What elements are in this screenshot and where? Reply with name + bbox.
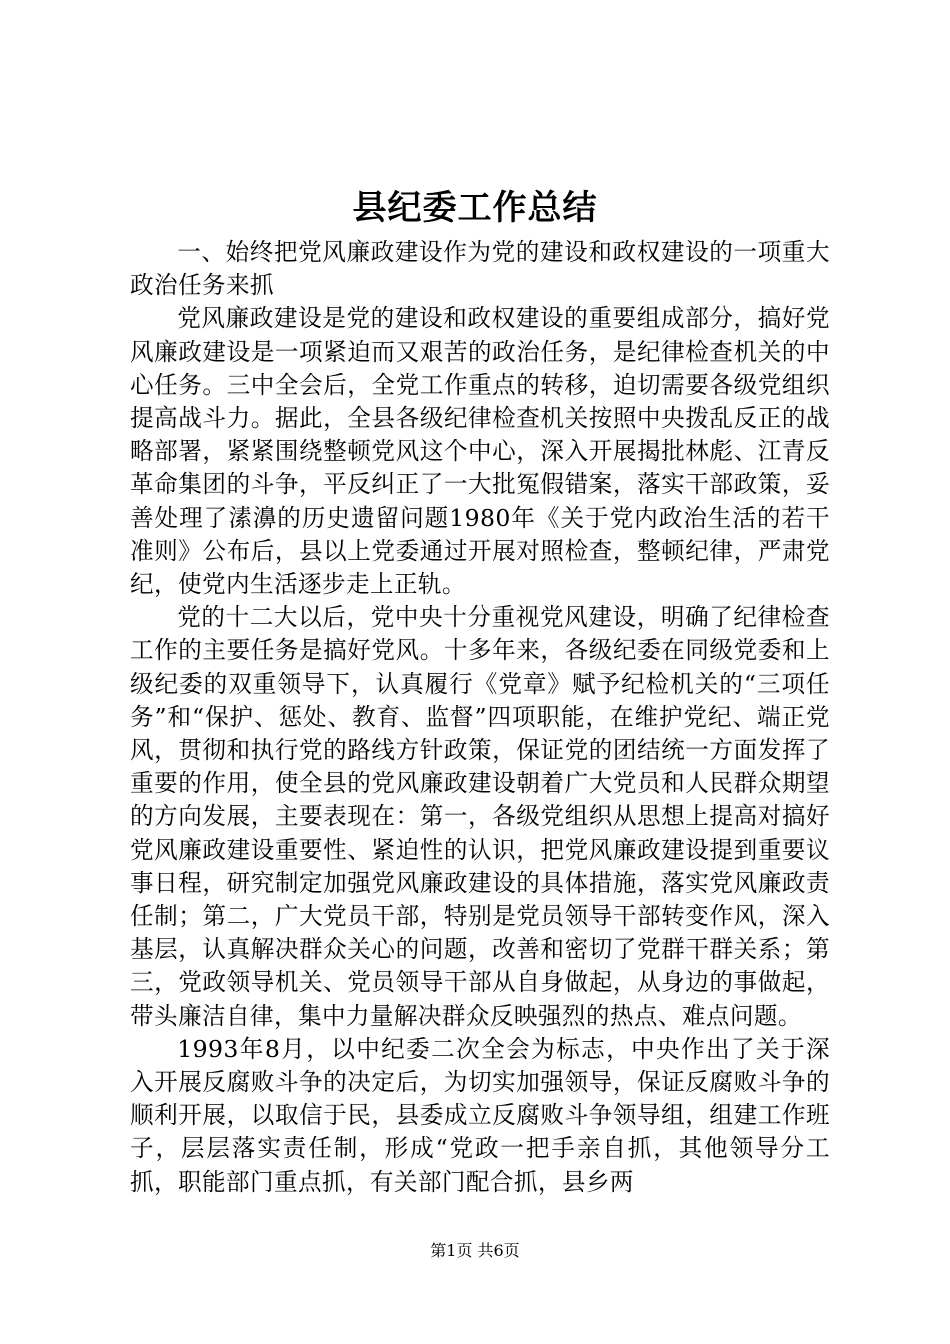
- body-paragraph: 1993年8月，以中纪委二次全会为标志，中央作出了关于深入开展反腐败斗争的决定后，为切实加强领导，保证反腐败斗争的顺利开展，以取信于民，县委成立反腐败斗争领导组，组建工作班子，层层落实责任制，形成“党政一把手亲自抓，其他领导分工抓，职能部门重点抓，有关部门配合抓，县乡两: [130, 1034, 830, 1196]
- page-number: 第1页 共6页: [430, 1241, 520, 1260]
- document-title: 县纪委工作总结: [352, 188, 598, 228]
- body-paragraph: 党的十二大以后，党中央十分重视党风建设，明确了纪律检查工作的主要任务是搞好党风。十多年来，各级纪委在同级党委和上级纪委的双重领导下，认真履行《党章》赋予纪检机关的“三项任务”和“保护、惩处、教育、监督”四项职能，在维护党纪、端正党风，贯彻和执行党的路线方针政策，保证党的团结统一方面发挥了重要的作用，使全县的党风廉政建设朝着广大党员和人民群众期望的方向发展，主要表现在：第一，各级党组织从思想上提高对搞好党风廉政建设重要性、紧迫性的认识，把党风廉政建设提到重要议事日程，研究制定加强党风廉政建设的具体措施，落实党风廉政责任制；第二，广大党员干部，特别是党员领导干部转变作风，深入基层，认真解决群众关心的问题，改善和密切了党群干群关系；第三，党政领导机关、党员领导干部从自身做起，从身边的事做起，带头廉洁自律，集中力量解决群众反映强烈的热点、难点问题。: [130, 603, 830, 1030]
- section-heading: 一、始终把党风廉政建设作为党的建设和政权建设的一项重大政治任务来抓: [130, 238, 830, 300]
- body-paragraph: 党风廉政建设是党的建设和政权建设的重要组成部分，搞好党风廉政建设是一项紧迫而又艰苦的政治任务，是纪律检查机关的中心任务。三中全会后，全党工作重点的转移，迫切需要各级党组织提高战斗力。据此，全县各级纪律检查机关按照中央拨乱反正的战略部署，紧紧围绕整顿党风这个中心，深入开展揭批林彪、江青反革命集团的斗争，平反纠正了一大批冤假错案，落实干部政策，妥善处理了溸濞的历史遗留问题1980年《关于党内政治生活的若干准则》公布后，县以上党委通过开展对照检查，整顿纪律，严肃党纪，使党内生活逐步走上正轨。: [130, 304, 830, 599]
- page-footer: [0, 1240, 950, 1262]
- document-body: [130, 236, 830, 1199]
